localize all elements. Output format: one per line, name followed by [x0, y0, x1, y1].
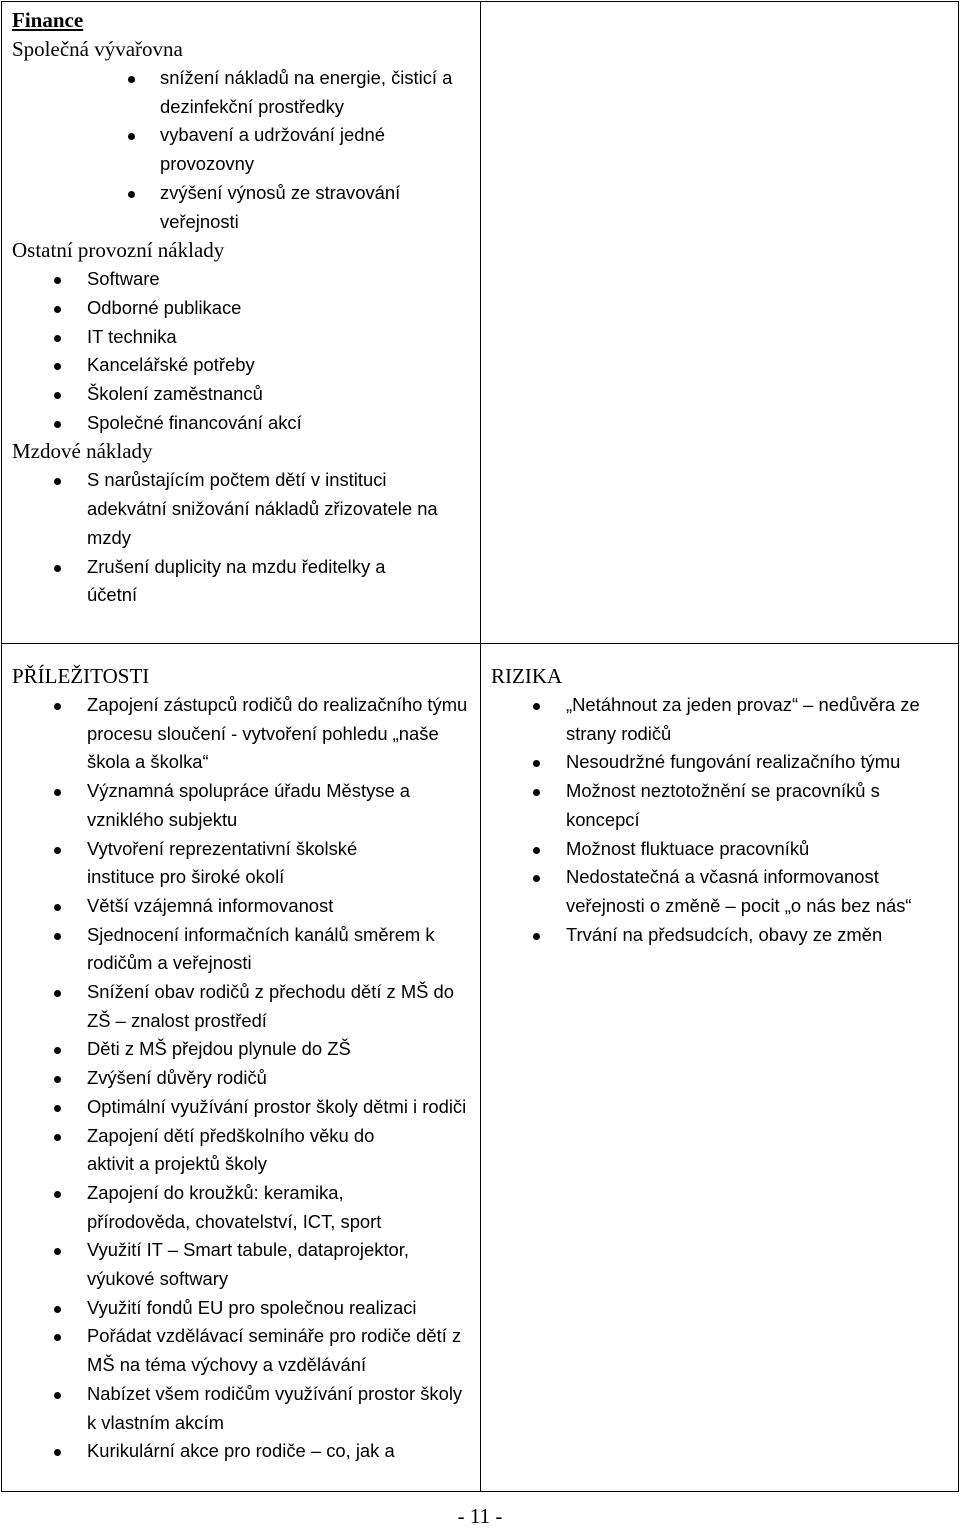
list-item: Sjednocení informačních kanálů směrem k rodičům a veřejnosti — [12, 921, 480, 978]
bullet-icon — [54, 363, 61, 370]
bullet-icon — [54, 1306, 61, 1313]
list-item: Větší vzájemná informovanost — [12, 892, 480, 921]
list-item: Kancelářské potřeby — [12, 351, 480, 380]
bullet-icon — [54, 904, 61, 911]
list-item: Snížení obav rodičů z přechodu dětí z MŠ do ZŠ – znalost prostředí — [12, 978, 480, 1035]
bullet-icon — [54, 1191, 61, 1198]
empty-cell — [481, 2, 959, 644]
list-item: Zrušení duplicity na mzdu ředitelky a účetní — [12, 553, 480, 610]
list-item: Možnost fluktuace pracovníků — [491, 835, 958, 864]
prilezitosti-list — [12, 691, 480, 1466]
bullet-icon — [54, 1449, 61, 1456]
bullet-icon — [54, 847, 61, 854]
list-item: Možnost neztotožnění se pracovníků s koncepcí — [491, 777, 958, 834]
bullet-icon — [54, 703, 61, 710]
list-item: IT technika — [12, 323, 480, 352]
section-heading-provozni: Ostatní provozní náklady — [12, 238, 225, 263]
list-item: Nesoudržné fungování realizačního týmu — [491, 748, 958, 777]
bullet-icon — [128, 191, 135, 198]
bullet-icon — [128, 76, 135, 83]
list-item: Školení zaměstnanců — [12, 380, 480, 409]
list-item: Využití IT – Smart tabule, dataprojektor, výukové softwary — [12, 1236, 480, 1293]
list-item: vybavení a udržování jedné provozovny — [12, 121, 480, 178]
bullet-icon — [54, 306, 61, 313]
list-item: Zvýšení důvěry rodičů — [12, 1064, 480, 1093]
bullet-icon — [54, 789, 61, 796]
list-item: zvýšení výnosů ze stravování veřejnosti — [12, 179, 480, 236]
page-number: - 11 - — [457, 1504, 503, 1528]
list-item: „Netáhnout za jeden provaz“ – nedůvěra ze strany rodičů — [491, 691, 958, 748]
bullet-icon — [54, 1047, 61, 1054]
bullet-icon — [54, 1134, 61, 1141]
bullet-icon — [54, 1105, 61, 1112]
list-item: Společné financování akcí — [12, 409, 480, 438]
list-item: Zapojení do kroužků: keramika, přírodověda, chovatelství, ICT, sport — [12, 1179, 480, 1236]
list-item: Odborné publikace — [12, 294, 480, 323]
bullet-icon — [54, 421, 61, 428]
bullet-icon — [533, 875, 540, 882]
mzdove-list — [12, 466, 480, 610]
bullet-icon — [54, 1334, 61, 1341]
list-item: S narůstajícím počtem dětí v instituci adekvátní snižování nákladů zřizovatele na mzdy — [12, 466, 480, 552]
bullet-icon — [54, 1076, 61, 1083]
section-heading-vyvarovna: Společná vývařovna — [12, 37, 183, 61]
rizika-heading: RIZIKA — [491, 664, 563, 688]
list-item: Nabízet všem rodičům využívání prostor školy k vlastním akcím — [12, 1380, 480, 1437]
prilezitosti-heading: PŘÍLEŽITOSTI — [12, 664, 150, 688]
list-item: Optimální využívání prostor školy dětmi i rodiči — [12, 1093, 480, 1122]
list-item: Software — [12, 265, 480, 294]
list-item: Pořádat vzdělávací semináře pro rodiče dětí z MŠ na téma výchovy a vzdělávání — [12, 1322, 480, 1379]
section-heading-mzdove: Mzdové náklady — [12, 439, 153, 464]
rizika-list — [491, 691, 958, 949]
prilezitosti-cell — [2, 644, 481, 1492]
rizika-cell — [481, 644, 959, 1492]
list-item: Významná spolupráce úřadu Městyse a vzniklého subjektu — [12, 777, 480, 834]
bullet-icon — [54, 478, 61, 485]
bullet-icon — [533, 760, 540, 767]
bullet-icon — [54, 933, 61, 940]
list-item: Trvání na předsudcích, obavy ze změn — [491, 921, 958, 950]
bullet-icon — [54, 392, 61, 399]
swot-table — [1, 1, 959, 1492]
bullet-icon — [533, 703, 540, 710]
list-item: Zapojení dětí předškolního věku do aktivit a projektů školy — [12, 1122, 480, 1179]
bullet-icon — [54, 990, 61, 997]
provozni-list — [12, 265, 480, 437]
bullet-icon — [54, 565, 61, 572]
finance-cell — [2, 2, 481, 644]
bullet-icon — [533, 789, 540, 796]
list-item: Zapojení zástupců rodičů do realizačního týmu procesu sloučení - vytvoření pohledu „naše škola a školka“ — [12, 691, 480, 777]
bullet-icon — [533, 847, 540, 854]
finance-title: Finance — [12, 8, 84, 32]
bullet-icon — [54, 335, 61, 342]
vyvarovna-list — [12, 64, 480, 236]
list-item: snížení nákladů na energie, čisticí a dezinfekční prostředky — [12, 64, 480, 121]
bullet-icon — [128, 133, 135, 140]
list-item: Vytvoření reprezentativní školské instituce pro široké okolí — [12, 835, 480, 892]
bullet-icon — [54, 1248, 61, 1255]
bullet-icon — [533, 933, 540, 940]
bullet-icon — [54, 1392, 61, 1399]
list-item: Kurikulární akce pro rodiče – co, jak a — [12, 1437, 480, 1466]
list-item: Děti z MŠ přejdou plynule do ZŠ — [12, 1035, 480, 1064]
bullet-icon — [54, 277, 61, 284]
list-item: Nedostatečná a včasná informovanost veřejnosti o změně – pocit „o nás bez nás“ — [491, 863, 958, 920]
list-item: Využití fondů EU pro společnou realizaci — [12, 1294, 480, 1323]
